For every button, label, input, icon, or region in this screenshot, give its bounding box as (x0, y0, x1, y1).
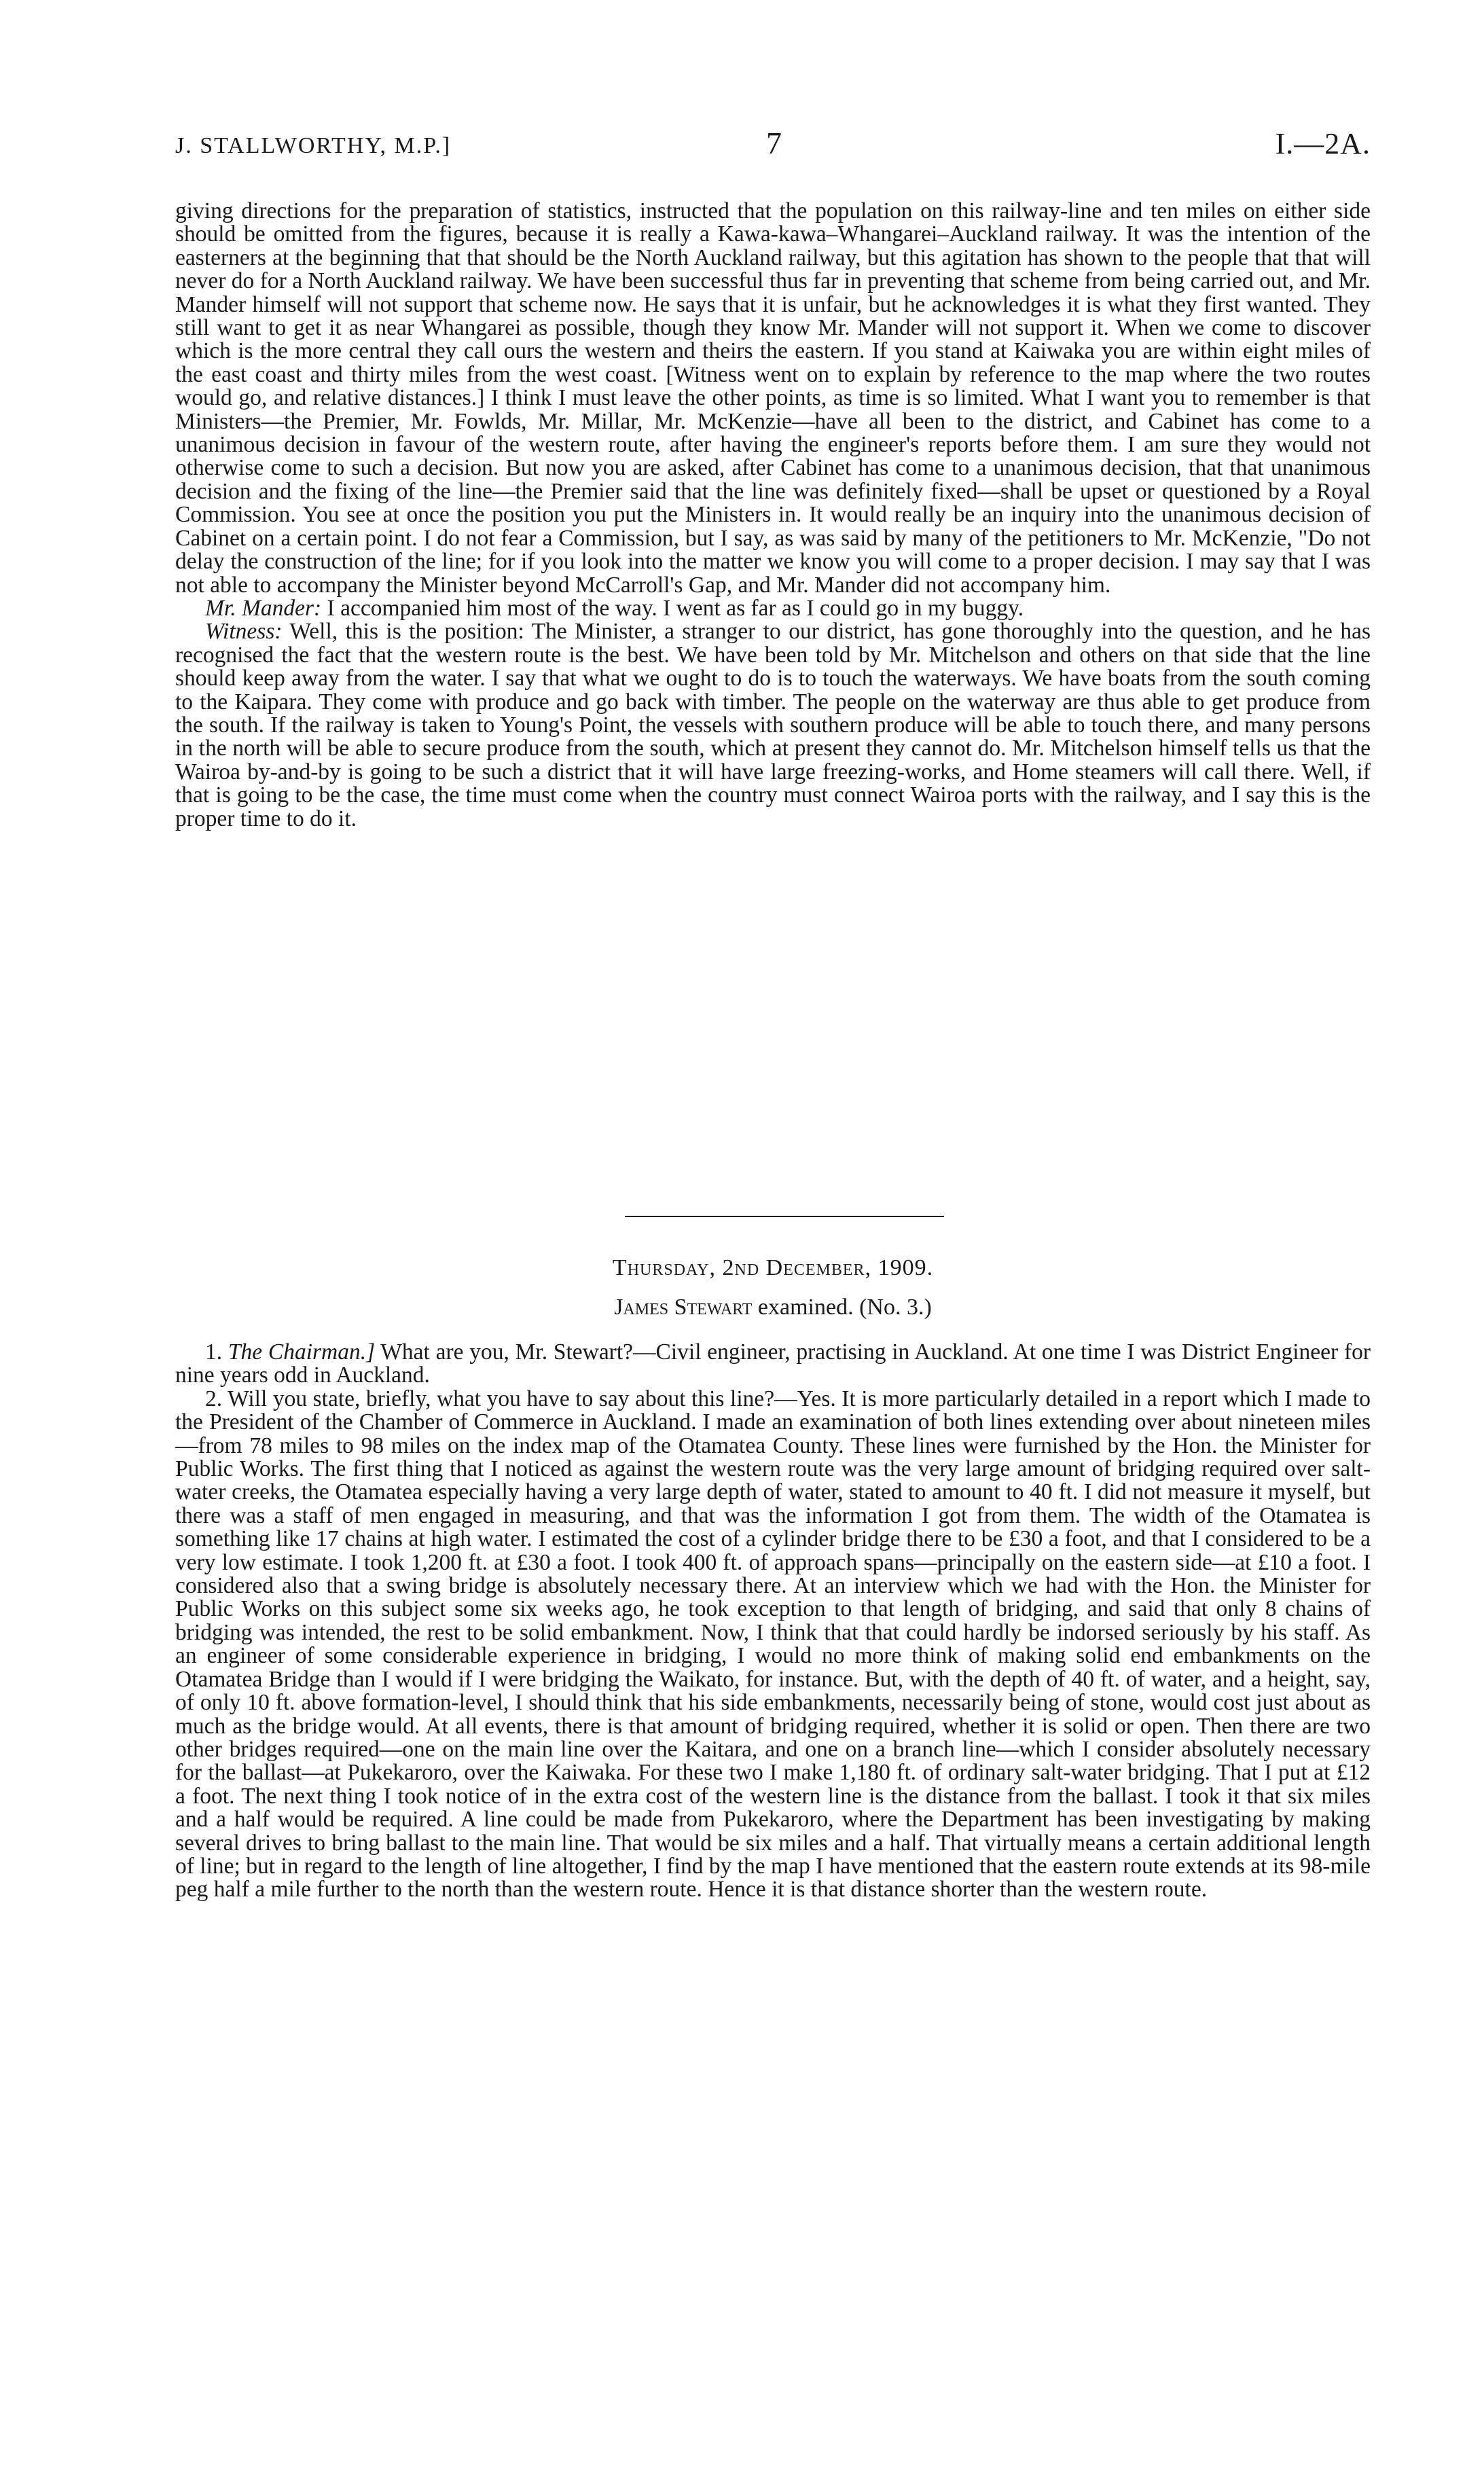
testimony-part-1 (175, 200, 1371, 831)
document-reference: I.—2A. (1275, 127, 1371, 160)
question-1 (175, 1341, 1371, 1388)
date-heading: Thursday, 2nd December, 1909. (612, 1255, 934, 1280)
testimony-part-2 (175, 1341, 1371, 1902)
speech-text: Well, this is the position: The Minister, a stranger to our district, has gone thoroughly into the question, and he has recognised the fact that the western route is the best. We have been told by Mr. Mitchelson and others on that side that the line should keep away from the water. I say that what we ought to do is to touch the waterways. We have boats from the south coming to the Kaipara. They come with produce and go back with timber. The people on the waterway are thus able to get produce from the south. If the railway is taken to Young's Point, the vessels with southern produce will be able to touch there, and many persons in the north will be able to secure produce from the south, which at present they cannot do. Mr. Mitchelson himself tells us that the Wairoa by-and-by is going to be such a district that it will have large freezing-works, and Home steamers will call there. Well, if that is going to be the case, the time must come when the country must connect Wairoa ports with the railway, and I say this is the proper time to do it. (175, 619, 1371, 831)
section-divider (625, 1214, 944, 1219)
page-number: 7 (766, 126, 782, 160)
header-witness-name: J. STALLWORTHY, M.P.] (175, 133, 452, 158)
witness-heading-rest: examined. (No. 3.) (752, 1295, 932, 1320)
question-text: What are you, Mr. Stewart?—Civil engineer, practising in Auckland. At one time I was District Engineer for nine years odd in Auckland. (175, 1339, 1371, 1388)
witness-paragraph (175, 620, 1371, 831)
page-header (175, 128, 1371, 168)
speech-text: I accompanied him most of the way. I went as far as I could go in my buggy. (321, 595, 1024, 621)
paragraph: giving directions for the preparation of statistics, instructed that the population on this railway-line and ten miles on either side should be omitted from the figures, because it is really a Kawa-kawa–Whangarei–Auckland railway. It was the intention of the easterners at the beginning that that should be the North Auckland railway, but this agitation has shown to the people that that will never do for a North Auckland railway. We have been successful thus far in preventing that scheme from being carried out, and Mr. Mander himself will not support that scheme now. He says that it is unfair, but he acknowledges it is what they first wanted. They still want to get it as near Whangarei as possible, though they know Mr. Mander will not support it. When we come to discover which is the more central they call ours the western and theirs the eastern. If you stand at Kaiwaka you are within eight miles of the east coast and thirty miles from the west coast. [Witness went on to explain by reference to the map where the two routes would go, and relative distances.] I think I must leave the other points, as time is so limited. What I want you to remember is that Ministers—the Premier, Mr. Fowlds, Mr. Millar, Mr. McKenzie—have all been to the district, and Cabinet has come to a unanimous decision in favour of the western route, after having the engineer's reports before them. I am sure they would not otherwise come to such a decision. But now you are asked, after Cabinet has come to a unanimous decision, that that unanimous decision and the fixing of the line—the Premier said that the line was definitely fixed—shall be upset or questioned by a Royal Commission. You see at once the position you put the Ministers in. It would really be an inquiry into the unanimous decision of Cabinet on a certain point. I do not fear a Commission, but I say, as was said by many of the petitioners to Mr. McKenzie, "Do not delay the construction of the line; for if you look into the matter we know you will come to a proper decision. I may say that I was not able to accompany the Minister beyond McCarroll's Gap, and Mr. Mander did not accompany him. (175, 198, 1371, 598)
speaker-label: Mr. Mander: (205, 595, 322, 621)
witness-name: James Stewart (614, 1295, 753, 1320)
speaker-label: Witness: (205, 619, 283, 645)
question-2: 2. Will you state, briefly, what you have to say about this line?—Yes. It is more particularly detailed in a report which I made to the President of the Chamber of Commerce in Auckland. I made an examination of both lines extending over about nineteen miles—from 78 miles to 98 miles on the index map of the Otamatea County. These lines were furnished by the Hon. the Minister for Public Works. The first thing that I noticed as against the western route was the very large amount of bridging required over salt-water creeks, the Otamatea especially having a very large depth of water, stated to amount to 40 ft. I did not measure it myself, but there was a staff of men engaged in measuring, and that was the information I got from them. The width of the Otamatea is something like 17 chains at high water. I estimated the cost of a cylinder bridge there to be £30 a foot, and that I considered to be a very low estimate. I took 1,200 ft. at £30 a foot. I took 400 ft. of approach spans—principally on the eastern side—at £10 a foot. I considered also that a swing bridge is absolutely necessary there. At an interview which we had with the Hon. the Minister for Public Works on this subject some six weeks ago, he took exception to that length of bridging, and said that only 8 chains of bridging was intended, the rest to be solid embankment. Now, I think that that could hardly be indorsed seriously by his staff. As an engineer of some considerable experience in bridging, I would no more think of making solid end embankments on the Otamatea Bridge than I would if I were bridging the Waikato, for instance. But, with the depth of 40 ft. of water, and a height, say, of only 10 ft. above formation-level, I should think that his side embankments, necessarily being of stone, would cost just about as much as the bridge would. At all events, there is that amount of bridging required, whether it is solid or open. Then there are two other bridges required—one on the main line over the Kaitara, and one on a branch line—which I consider absolutely necessary for the ballast—at Pukekaroro, over the Kaiwaka. For these two I make 1,180 ft. of ordinary salt-water bridging. That I put at £12 a foot. The next thing I took notice of in the extra cost of the western line is the distance from the ballast. I took it that six miles and a half would be required. A line could be made from Pukekaroro, where the Department has been investigating by making several drives to bring ballast to the main line. That would be six miles and a half. That virtually means a certain additional length of line; but in regard to the length of line altogether, I find by the map I have mentioned that the eastern route extends at its 98-mile peg half a mile further to the north than the western route. Hence it is that distance shorter than the western route. (175, 1386, 1371, 1902)
witness-heading (175, 1295, 1371, 1320)
question-number: 1. (205, 1339, 228, 1365)
interjection-mander (175, 597, 1371, 620)
speaker-label: The Chairman.] (228, 1339, 376, 1365)
